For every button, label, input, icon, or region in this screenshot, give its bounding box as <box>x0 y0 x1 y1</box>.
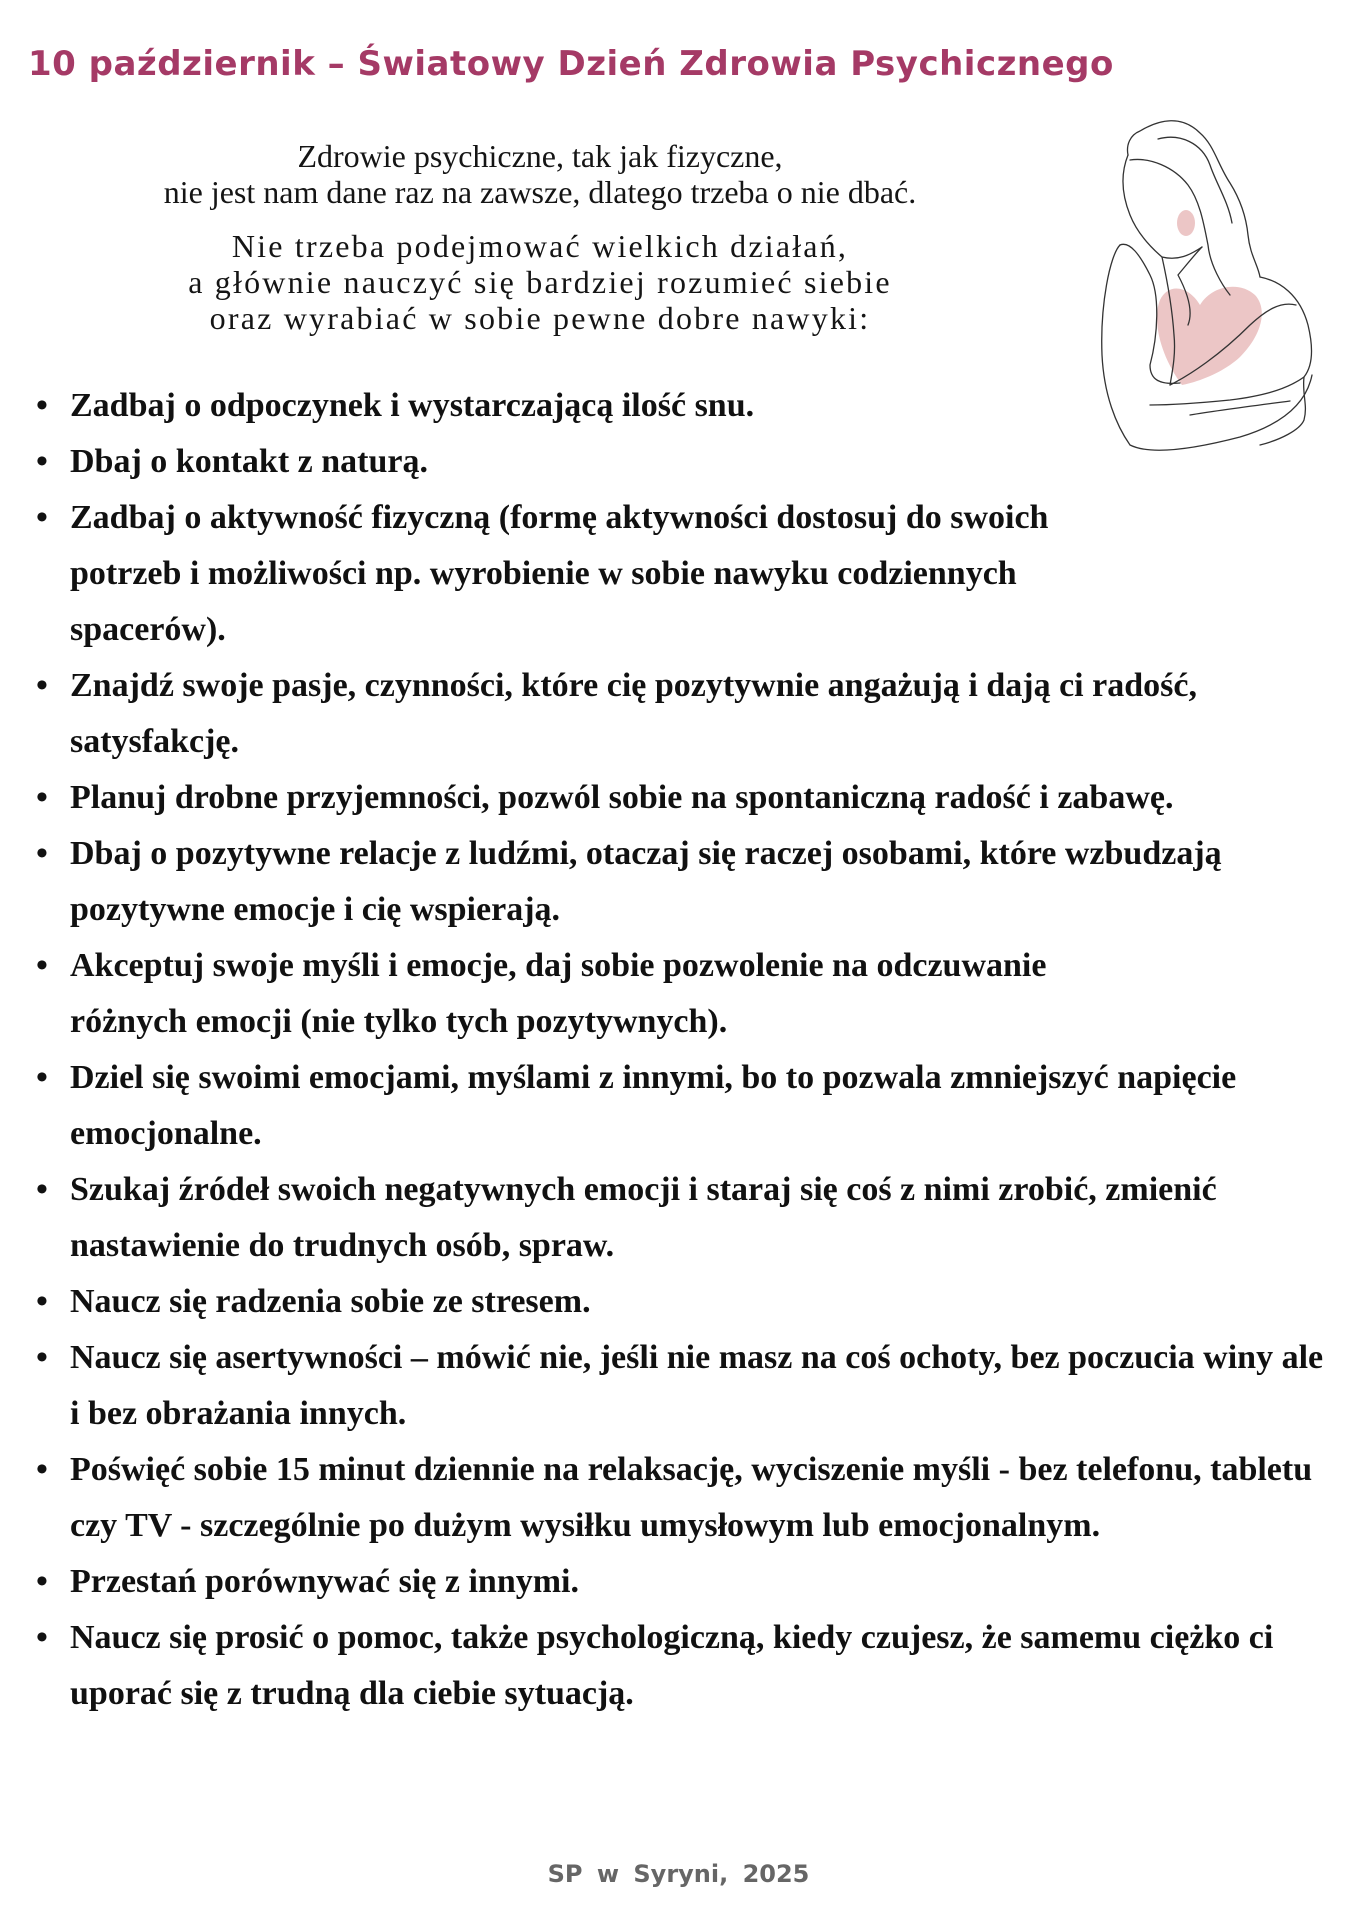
bullet-icon: • <box>36 779 48 816</box>
list-item <box>30 658 1340 770</box>
tip-text: Naucz się radzenia sobie ze stresem. <box>70 1283 591 1320</box>
intro-line: Zdrowie psychiczne, tak jak fizyczne, <box>297 138 783 174</box>
intro-line: Nie trzeba podejmować wielkich działań, <box>231 228 849 264</box>
tip-text: Zadbaj o odpoczynek i wystarczającą ilość snu. <box>70 387 755 424</box>
tip-text: Dbaj o kontakt z naturą. <box>70 443 428 480</box>
bullet-icon: • <box>36 499 48 536</box>
tip-text: Szukaj źródeł swoich negatywnych emocji i staraj się coś z nimi zrobić, zmienić nastawienie do trudnych osób, spraw. <box>70 1171 1217 1264</box>
intro-paragraph-2 <box>40 228 1040 336</box>
bullet-icon: • <box>36 387 48 424</box>
tip-text: Zadbaj o aktywność fizyczną (formę aktywności dostosuj do swoich potrzeb i możliwości np. wyrobienie w sobie nawyku codziennych spacerów). <box>70 499 1049 648</box>
list-item <box>30 378 1340 434</box>
bullet-icon: • <box>36 443 48 480</box>
bullet-icon: • <box>36 1619 48 1656</box>
intro-line: nie jest nam dane raz na zawsze, dlatego trzeba o nie dbać. <box>163 174 917 210</box>
tip-text: Dbaj o pozytywne relacje z ludźmi, otaczaj się raczej osobami, które wzbudzają pozytywne emocje i cię wspierają. <box>70 835 1222 928</box>
list-item <box>30 1050 1340 1162</box>
list-item <box>30 434 1340 490</box>
list-item <box>30 770 1340 826</box>
bullet-icon: • <box>36 835 48 872</box>
list-item <box>30 1162 1340 1274</box>
tip-text: Akceptuj swoje myśli i emocje, daj sobie pozwolenie na odczuwanie różnych emocji (nie tylko tych pozytywnych). <box>70 947 1047 1040</box>
list-item <box>30 490 1340 658</box>
list-item <box>30 1274 1340 1330</box>
cheek-shape <box>1177 210 1195 236</box>
bullet-icon: • <box>36 1339 48 1376</box>
tip-text: Naucz się prosić o pomoc, także psychologiczną, kiedy czujesz, że samemu ciężko ci uporać się z trudną dla ciebie sytuacją. <box>70 1619 1274 1712</box>
list-item <box>30 1554 1340 1610</box>
page-title: 10 październik – Światowy Dzień Zdrowia Psychicznego <box>28 44 1114 84</box>
tip-text: Znajdź swoje pasje, czynności, które cię pozytywnie angażują i dają ci radość, satysfakcję. <box>70 667 1197 760</box>
bullet-icon: • <box>36 1563 48 1600</box>
bullet-icon: • <box>36 947 48 984</box>
intro-line: oraz wyrabiać w sobie pewne dobre nawyki: <box>209 300 871 336</box>
bullet-icon: • <box>36 1171 48 1208</box>
tip-text: Poświęć sobie 15 minut dziennie na relaksację, wyciszenie myśli - bez telefonu, tabletu czy TV - szczególnie po dużym wysiłku umysłowym lub emocjonalnym. <box>70 1451 1313 1544</box>
bullet-icon: • <box>36 1059 48 1096</box>
tip-text: Naucz się asertywności – mówić nie, jeśli nie masz na coś ochoty, bez poczucia winy ale i bez obrażania innych. <box>70 1339 1324 1432</box>
tip-text: Przestań porównywać się z innymi. <box>70 1563 580 1600</box>
bullet-icon: • <box>36 1283 48 1320</box>
list-item <box>30 1330 1340 1442</box>
list-item <box>30 826 1340 938</box>
footer-credit: SP w Syryni, 2025 <box>547 1860 810 1888</box>
bullet-icon: • <box>36 1451 48 1488</box>
tips-list <box>30 378 1340 1722</box>
list-item <box>30 938 1340 1050</box>
tip-text: Dziel się swoimi emocjami, myślami z innymi, bo to pozwala zmniejszyć napięcie emocjonalne. <box>70 1059 1237 1152</box>
intro-line: a głównie nauczyć się bardziej rozumieć siebie <box>188 264 892 300</box>
list-item <box>30 1442 1340 1554</box>
intro-paragraph <box>20 138 1060 210</box>
bullet-icon: • <box>36 667 48 704</box>
list-item <box>30 1610 1340 1722</box>
tip-text: Planuj drobne przyjemności, pozwól sobie na spontaniczną radość i zabawę. <box>70 779 1174 816</box>
